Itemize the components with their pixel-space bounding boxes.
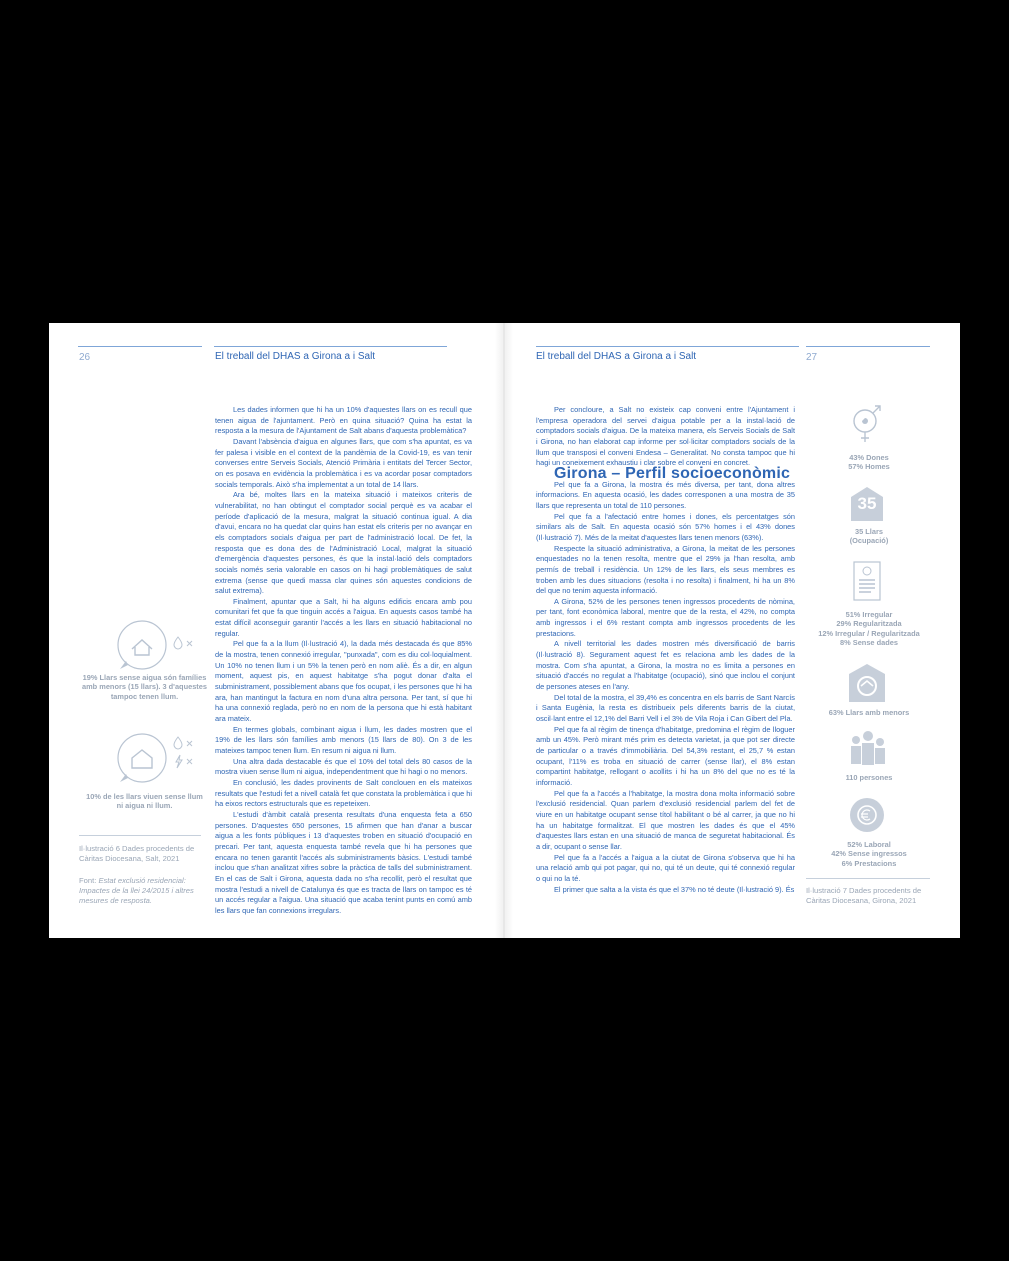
paragraph: Del total de la mostra, el 39,4% es concentra en els barris de Sant Narcís i Santa Eugènia, la resta es distribueix pels diferents barris de la ciutat, oscil·lant entre el 12,1% del Barri Vell i el 3% de Vila Roja i Can Gibert del Pla. — [536, 692, 795, 724]
paragraph: Pel que fa a l'afectació entre homes i dones, els percentatges són similars als de Salt. En aquesta ocasió són 57% homes i el 43% dones (Il·lustració 7). Més de la meitat d'aquestes llars tenen menors (63%). — [536, 511, 795, 542]
stat-gender — [819, 453, 919, 472]
drop-bolt-no-icon — [173, 736, 195, 770]
source-label: Font: — [79, 876, 97, 885]
magazine-spread — [49, 323, 960, 938]
left-illustration-caption: Il·lustració 6 Dades procedents de Càritas Diocesana, Salt, 2021 — [79, 844, 195, 863]
paragraph: Ara bé, moltes llars en la mateixa situació i mateixos criteris de vulnerabilitat, no han obtingut el comptador social perquè es va acabar el període d'aplicació de la mesura, malgrat la situació continua igual. A dia d'avui, encara no ha quedat clar quins han estat els criteris per no avançar en els comptadors socials d'aigua per part de l'administració local. De fet, la resposta que es dona des de l'Administració Local, malgrat la situació d'emergència d'aquestes persones, és que la instal·lació dels comptadors socials només seria valorable en casos on hi hagi problemàtiques de salut extrema (sense que quedi massa clar quines són aquestes condicions de salut extrema). — [215, 490, 472, 596]
caption-rule-right — [806, 878, 930, 879]
paragraph: A nivell territorial les dades mostren més diversificació de barris (Il·lustració 8). Segurament aquest fet es relaciona amb les dades de la mostra. Com s'ha apuntat, a Girona, la mostra no es limita a persones en situació d'accés no regulat a l'habitatge (ocupació), sinó que inclou el conjunt de persones ateses en l'any. — [536, 639, 795, 692]
households-number: 35 — [857, 494, 877, 513]
stat-households-note: (Ocupació) — [849, 536, 889, 546]
paragraph: En termes globals, combinant aigua i llum, les dades mostren que el 19% de les llars són famílies amb menors (15 llars de 80). On 3 de les mateixes tampoc tenen llum. En resum ni aigua ni llum. — [215, 724, 472, 755]
paragraph: Finalment, apuntar que a Salt, hi ha alguns edificis encara amb pou comunitari fet que fa que tinguin accés a l'aigua. En aquests casos també ha estat difícil aconseguir garantir l'accés a les llars en situació habitacional no regular. — [215, 596, 472, 638]
house-water-light-icon — [114, 728, 176, 790]
header-rule-right-short — [806, 346, 930, 347]
paragraph: Per concloure, a Salt no existeix cap conveni entre l'Ajuntament i l'empresa operadora del servei d'aigua potable per a la instal·lació de comptadors socials d'aigua. De la mateixa manera, els Serveis Socials de Salt i Girona, no han elaborat cap informe per sol·licitar comptadors socials de la llum que transposi el conveni Endesa – Generalitat. No consta tampoc que hi hagi un coneixement exhaustiu i clar sobre el conveni en concret. — [536, 405, 795, 468]
drop-no-icon — [173, 636, 195, 650]
right-page-number: 27 — [806, 352, 818, 363]
stat-admin-status — [799, 610, 939, 648]
stat-no-income: 42% Sense ingressos — [831, 849, 907, 859]
source-title: Estat exclusió residencial: Impactes de la llei 24/2015 i altres mesures de resposta. — [79, 876, 194, 905]
paragraph: Una altra dada destacable és que el 10% del total dels 80 casos de la mostra viuen sense llum ni aigua, independentment que hi hagi o no menors. — [215, 756, 472, 777]
right-body-text — [536, 405, 795, 895]
stat-irregular: 51% Irregular — [845, 610, 893, 619]
left-body-text — [215, 405, 472, 917]
section-title: Girona – Perfil socioeconòmic — [554, 464, 791, 482]
stat-people: 110 persones — [845, 773, 893, 782]
stat-labour: 52% Laboral — [847, 840, 891, 849]
house-minors-icon — [847, 662, 887, 704]
gender-icon — [848, 401, 886, 447]
caption-rule-left — [79, 835, 201, 836]
house-water-icon — [114, 615, 176, 677]
paragraph: Pel que fa a Girona, la mostra és més diversa, per tant, dona altres informacions. En aquesta ocasió, les dades corresponen a una mostra de 35 llars que representa un total de 110 persones. — [536, 479, 795, 510]
stat-no-water-no-light: 10% de les llars viuen sense llum ni aigua ni llum. — [86, 792, 203, 811]
page-gutter — [495, 323, 513, 938]
stat-benefits: 6% Prestacions — [841, 858, 897, 868]
stat-men: 57% Homes — [848, 462, 890, 472]
paragraph: Pel que fa al règim de tinença d'habitatge, predomina el règim de lloguer amb un 45%. Però mirant més prim es detecta varietat, ja que pot ser directe de particular o a través d'immobiliària. Del 54,3% restant, el 25,7 % estan ocupant, l'11% es troba en situació de carrer (sense llar), el 8% estan compartint habitatge, rellogant o acollits i hi ha un 8% del que no es té la informació. — [536, 724, 795, 787]
stat-mixed: 12% Irregular / Regularitzada — [818, 628, 920, 638]
stat-households — [819, 527, 919, 546]
paragraph: Les dades informen que hi ha un 10% d'aquestes llars on es recull que tenen aigua de l'ajuntament. Però en quina situació? Quina ha estat la resposta a la mesura de l'Ajuntament de Salt abans d'aquesta problemàtica? — [215, 405, 472, 436]
left-page-number: 26 — [79, 352, 91, 363]
stat-minors: 63% Llars amb menors — [828, 708, 910, 717]
coin-euro-icon — [848, 796, 886, 834]
stat-women: 43% Dones — [849, 453, 889, 462]
header-rule-left — [214, 346, 447, 347]
right-illustration-caption: Il·lustració 7 Dades procedents de Càritas Diocesana, Girona, 2021 — [806, 886, 922, 905]
document-passport-icon — [852, 560, 884, 604]
paragraph: L'estudi d'àmbit català presenta resultats d'una enquesta feta a 650 persones. D'aquestes 650 persones, 15 afirmen que han d'anar a buscar aigua a les fonts públiques i 13 d'aquestes troben en situació d'ocupació en precari. Per tant, aquesta enquesta també revela que hi ha persones que encara no tenen garantit l'accés als subministraments bàsics. L'estudi també inclou que s'han analitzat xifres sobre la pràctica de talls del subministrament. En el cas de Salt i Girona, aquesta dada no s'ha recollit, però el resultat que mostra l'estudi a nivell de Catalunya és que es tracta de llars on tampoc es té un accés regular a l'aigua. Una situació que acaba tenint punts en comú amb les llars que fan connexions irregulars. — [215, 809, 472, 915]
paragraph: En conclusió, les dades provinents de Salt conclouen en els mateixos resultats que l'estudi fet a nivell català fet que constata la problemàtica i que hi ha eixos rectors estructurals que es repeteixen. — [215, 777, 472, 809]
right-running-head: El treball del DHAS a Girona a i Salt — [536, 351, 697, 362]
stat-regularized: 29% Regularitzada — [836, 619, 902, 629]
left-source-note — [79, 876, 204, 905]
paragraph: Pel que fa a l'accés a l'aigua a la ciutat de Girona s'observa que hi ha una relació amb qui pot pagar, qui no, qui té un deute, qui té connexió regular o qui no la té. — [536, 852, 795, 883]
stat-minors-without-water: 19% Llars sense aigua són famílies amb menors (15 llars). 3 d'aquestes tampoc tenen llum. — [82, 673, 207, 701]
paragraph: El primer que salta a la vista és que el 37% no té deute (Il·lustració 9). És — [554, 884, 795, 894]
header-rule-right — [536, 346, 799, 347]
paragraph: Respecte la situació administrativa, a Girona, la meitat de les persones enquestades no la tenen resolta, mentre que el 29% ja l'han resolta, amb permís de treball i residència. Un 12% de les llars, els seus membres es troben amb les dues situacions (resolta i no resolta) i finalment, hi ha un 8% del que no tenim aquesta informació. — [536, 543, 795, 596]
paragraph: Pel que fa a l'accés a l'habitatge, la mostra dona molta informació sobre l'exclusió residencial. Quan parlem d'exclusió residencial parlem del fet de viure en un habitatge ocupant sense títol habilitant o bé al carrer, ja que no hi ha un habitatge formalitzat. El que mostren les dades és que el 45% d'aquestes llars estan en una situació de manca de seguretat habitacional. És a dir, ocupant o sense llar. — [536, 788, 795, 851]
paragraph: Davant l'absència d'aigua en algunes llars, que com s'ha apuntat, es va fer palesa i visible en el context de la pandèmia de la Covid-19, es van tenir converses entre Serveis Socials, Atenció Primària i entitats del Tercer Sector, on es posava en evidència la problemàtica i es va acordar posar comptadors socials temporals. Això s'ha implementat a un total de 14 llars. — [215, 436, 472, 489]
stat-income — [809, 840, 929, 868]
paragraph: Pel que fa a la llum (Il·lustració 4), la dada més destacada és que 85% de la mostra, tenen connexió irregular, "punxada", com es diu col·loquialment. Un 10% no tenen llum i un 5% la tenen però en nom aliè. És a dir, en algun moment, aquest pis, en aquest habitatge s'ha pogut donar d'alta el subministrament, possiblement abans que fos ocupat, i les persones que hi ha ara, han mantingut la factura en nom d'una altra persona. Per tant, sí que hi ha una connexió reglada, però no en nom de la persona que hi està habitant ara mateix. — [215, 639, 472, 724]
stat-households-count: 35 Llars — [855, 527, 883, 536]
stat-no-data: 8% Sense dades — [840, 638, 898, 648]
header-rule-left-short — [78, 346, 202, 347]
left-running-head: El treball del DHAS a Girona a i Salt — [215, 351, 376, 362]
people-icon — [847, 730, 889, 770]
paragraph: A Girona, 52% de les persones tenen ingressos procedents de nòmina, per tant, font econòmica laboral, mentre que de la resta, el 42%, no compta amb ingressos i el 6% restant compta amb ingressos procedents de les prestacions. — [536, 596, 795, 638]
